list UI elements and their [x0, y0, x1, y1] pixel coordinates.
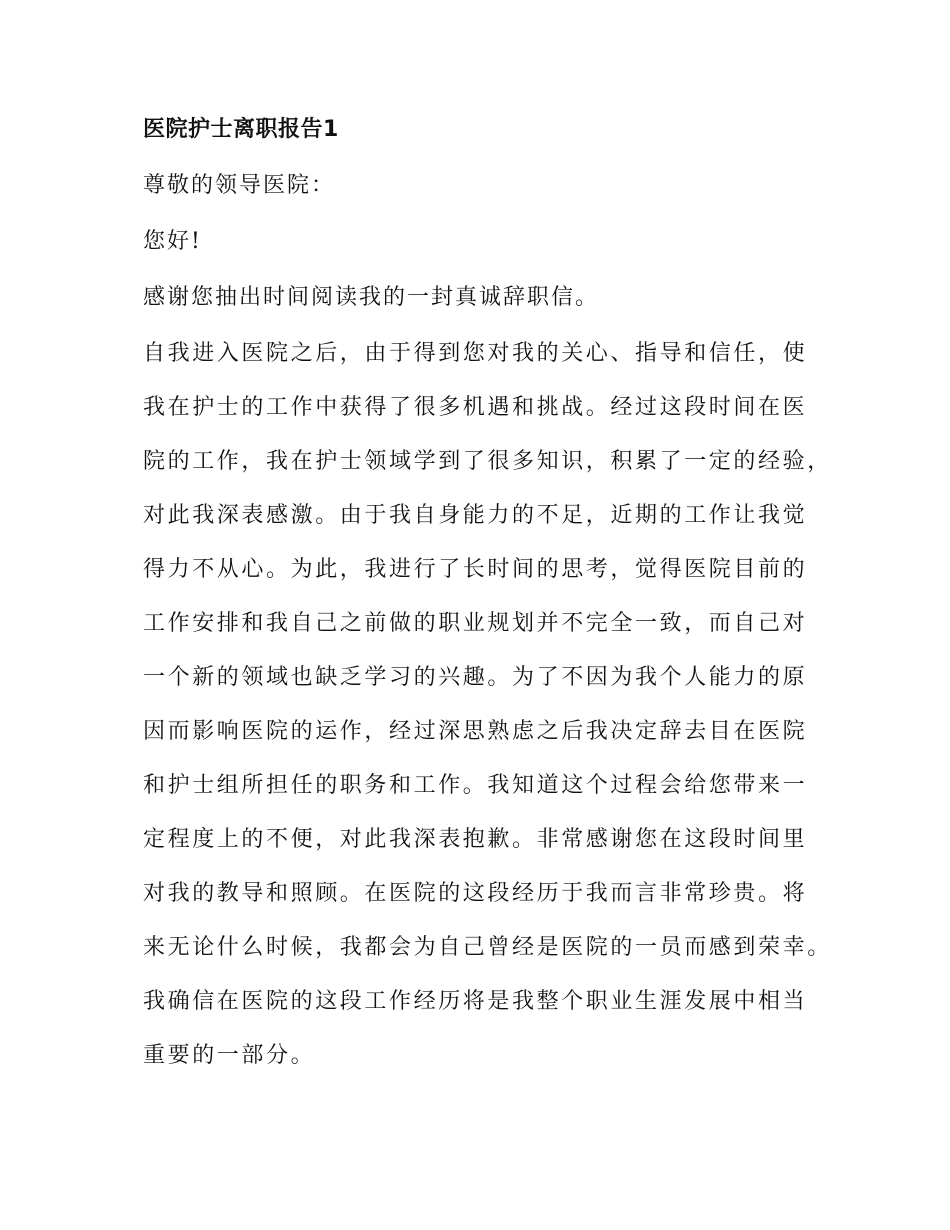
body-line: 重要的一部分。 — [143, 1043, 316, 1068]
body-line: 我在护士的工作中获得了很多机遇和挑战。经过这段时间在医 — [143, 395, 808, 420]
document-title: 医院护士离职报告1 — [143, 117, 339, 142]
body-line: 和护士组所担任的职务和工作。我知道这个过程会给您带来一 — [143, 773, 808, 798]
body-line: 工作安排和我自己之前做的职业规划并不完全一致，而自己对 — [143, 611, 808, 636]
body-line: 我确信在医院的这段工作经历将是我整个职业生涯发展中相当 — [143, 989, 808, 1014]
body-paragraph — [143, 332, 833, 1088]
greeting: 您好! — [143, 229, 202, 254]
body-line: 院的工作，我在护士领域学到了很多知识，积累了一定的经验， — [143, 449, 832, 474]
body-line: 自我进入医院之后，由于得到您对我的关心、指导和信任，使 — [143, 341, 808, 366]
body-line: 因而影响医院的运作，经过深思熟虑之后我决定辞去目在医院 — [143, 719, 808, 744]
intro-paragraph: 感谢您抽出时间阅读我的一封真诚辞职信。 — [143, 285, 600, 310]
salutation: 尊敬的领导医院： — [143, 173, 336, 198]
body-line: 来无论什么时候，我都会为自己曾经是医院的一员而感到荣幸。 — [143, 935, 832, 960]
body-line: 定程度上的不便，对此我深表抱歉。非常感谢您在这段时间里 — [143, 827, 808, 852]
document-page — [143, 108, 833, 1088]
body-line: 得力不从心。为此，我进行了长时间的思考，觉得医院目前的 — [143, 557, 808, 582]
body-line: 对此我深表感激。由于我自身能力的不足，近期的工作让我觉 — [143, 503, 808, 528]
body-line: 一个新的领域也缺乏学习的兴趣。为了不因为我个人能力的原 — [143, 665, 808, 690]
body-line: 对我的教导和照顾。在医院的这段经历于我而言非常珍贵。将 — [143, 881, 808, 906]
